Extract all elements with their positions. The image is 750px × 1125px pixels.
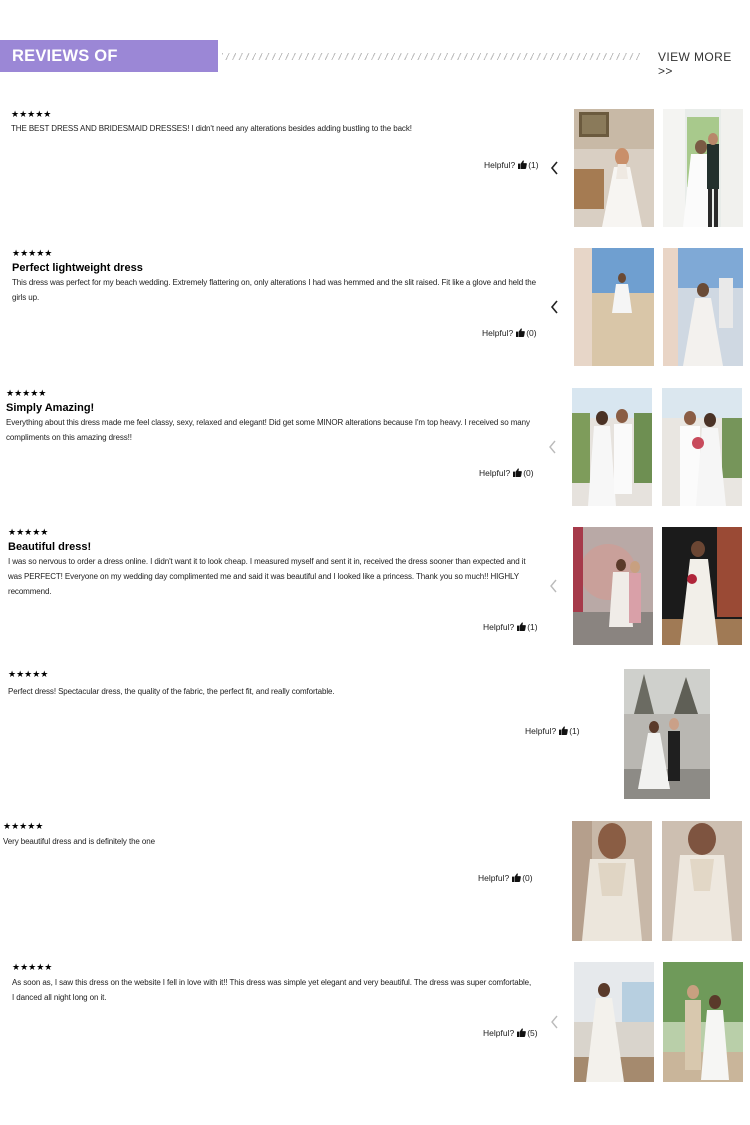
helpful-count: (1) xyxy=(569,726,580,736)
helpful-button[interactable] xyxy=(483,1027,538,1040)
review-photo[interactable] xyxy=(572,821,652,941)
review-body: This dress was perfect for my beach wedding. Extremely flattering on, only alterations I had was hemmed and the slit raised. Fit like a glove and held the girls up. xyxy=(12,278,536,302)
helpful-button[interactable] xyxy=(525,725,580,738)
chevron-left-icon[interactable] xyxy=(548,440,558,454)
review-title: Beautiful dress! xyxy=(8,541,92,553)
chevron-left-icon[interactable] xyxy=(550,1015,560,1029)
thumbs-up-icon xyxy=(512,873,521,885)
helpful-button[interactable] xyxy=(479,467,534,480)
star-rating: ★★★★★ xyxy=(11,109,52,119)
chevron-left-icon[interactable] xyxy=(549,579,559,593)
thumbs-up-icon xyxy=(518,160,527,172)
star-rating: ★★★★★ xyxy=(12,962,53,972)
section-title: REVIEWS OF CUSTOMERS xyxy=(0,40,218,72)
review-photo[interactable] xyxy=(662,527,742,645)
helpful-label: Helpful? xyxy=(483,622,515,632)
star-rating: ★★★★★ xyxy=(6,388,47,398)
thumbs-up-icon xyxy=(513,468,522,480)
star-rating: ★★★★★ xyxy=(12,248,53,258)
chevron-left-icon[interactable] xyxy=(550,300,560,314)
helpful-count: (5) xyxy=(527,1028,538,1038)
star-rating: ★★★★★ xyxy=(8,527,49,537)
review-photo[interactable] xyxy=(573,527,653,645)
review-title: Simply Amazing! xyxy=(6,402,95,414)
helpful-label: Helpful? xyxy=(483,1028,515,1038)
review-body: I was so nervous to order a dress online. I didn't want it to look cheap. I measured myself and sent it in, received the dress sooner than expected and it was PERFECT! Everyone on my wedding day complimented me and said it was beautiful and I looked like a princess. Thank you so much!! HIGHLY recommend. xyxy=(8,557,526,596)
review-photo[interactable] xyxy=(574,248,654,366)
decorative-hatch-divider xyxy=(222,53,642,60)
review-photo[interactable] xyxy=(662,821,742,941)
review-body: Perfect dress! Spectacular dress, the quality of the fabric, the perfect fit, and really comfortable. xyxy=(8,687,335,696)
review-body: As soon as, I saw this dress on the website I fell in love with it!! This dress was simple yet elegant and very beautiful. The dress was super comfortable, I danced all night long on it. xyxy=(12,978,532,1002)
review-photo[interactable] xyxy=(572,388,652,506)
review-photo[interactable] xyxy=(663,962,743,1082)
review-body: Very beautiful dress and is definitely the one xyxy=(3,837,155,846)
review-title: Perfect lightweight dress xyxy=(12,262,143,274)
helpful-button[interactable] xyxy=(484,159,539,172)
chevron-left-icon[interactable] xyxy=(550,161,560,175)
helpful-label: Helpful? xyxy=(479,468,511,478)
thumbs-up-icon xyxy=(516,328,525,340)
thumbs-up-icon xyxy=(517,622,526,634)
helpful-button[interactable] xyxy=(478,872,533,885)
helpful-label: Helpful? xyxy=(482,328,514,338)
star-rating: ★★★★★ xyxy=(8,669,49,679)
review-photo[interactable] xyxy=(663,109,743,227)
thumbs-up-icon xyxy=(559,726,568,738)
helpful-count: (0) xyxy=(526,328,537,338)
helpful-button[interactable] xyxy=(483,621,538,634)
helpful-label: Helpful? xyxy=(478,873,510,883)
helpful-label: Helpful? xyxy=(484,160,516,170)
helpful-button[interactable] xyxy=(482,327,537,340)
review-photo[interactable] xyxy=(663,248,743,366)
review-photo[interactable] xyxy=(624,669,710,799)
star-rating: ★★★★★ xyxy=(3,821,44,831)
helpful-count: (0) xyxy=(522,873,533,883)
helpful-label: Helpful? xyxy=(525,726,557,736)
review-body: THE BEST DRESS AND BRIDESMAID DRESSES! I didn't need any alterations besides adding bustling to the back! xyxy=(11,124,412,133)
view-more-link[interactable]: VIEW MORE >> xyxy=(658,50,732,78)
helpful-count: (1) xyxy=(527,622,538,632)
thumbs-up-icon xyxy=(517,1028,526,1040)
review-photo[interactable] xyxy=(662,388,742,506)
helpful-count: (0) xyxy=(523,468,534,478)
review-body: Everything about this dress made me feel classy, sexy, relaxed and elegant! Did get some MINOR alterations because I'm top heavy. I received so many compliments on this amazing dress!! xyxy=(6,418,530,442)
review-photo[interactable] xyxy=(574,962,654,1082)
reviews-header xyxy=(0,40,750,97)
helpful-count: (1) xyxy=(528,160,539,170)
review-photo[interactable] xyxy=(574,109,654,227)
